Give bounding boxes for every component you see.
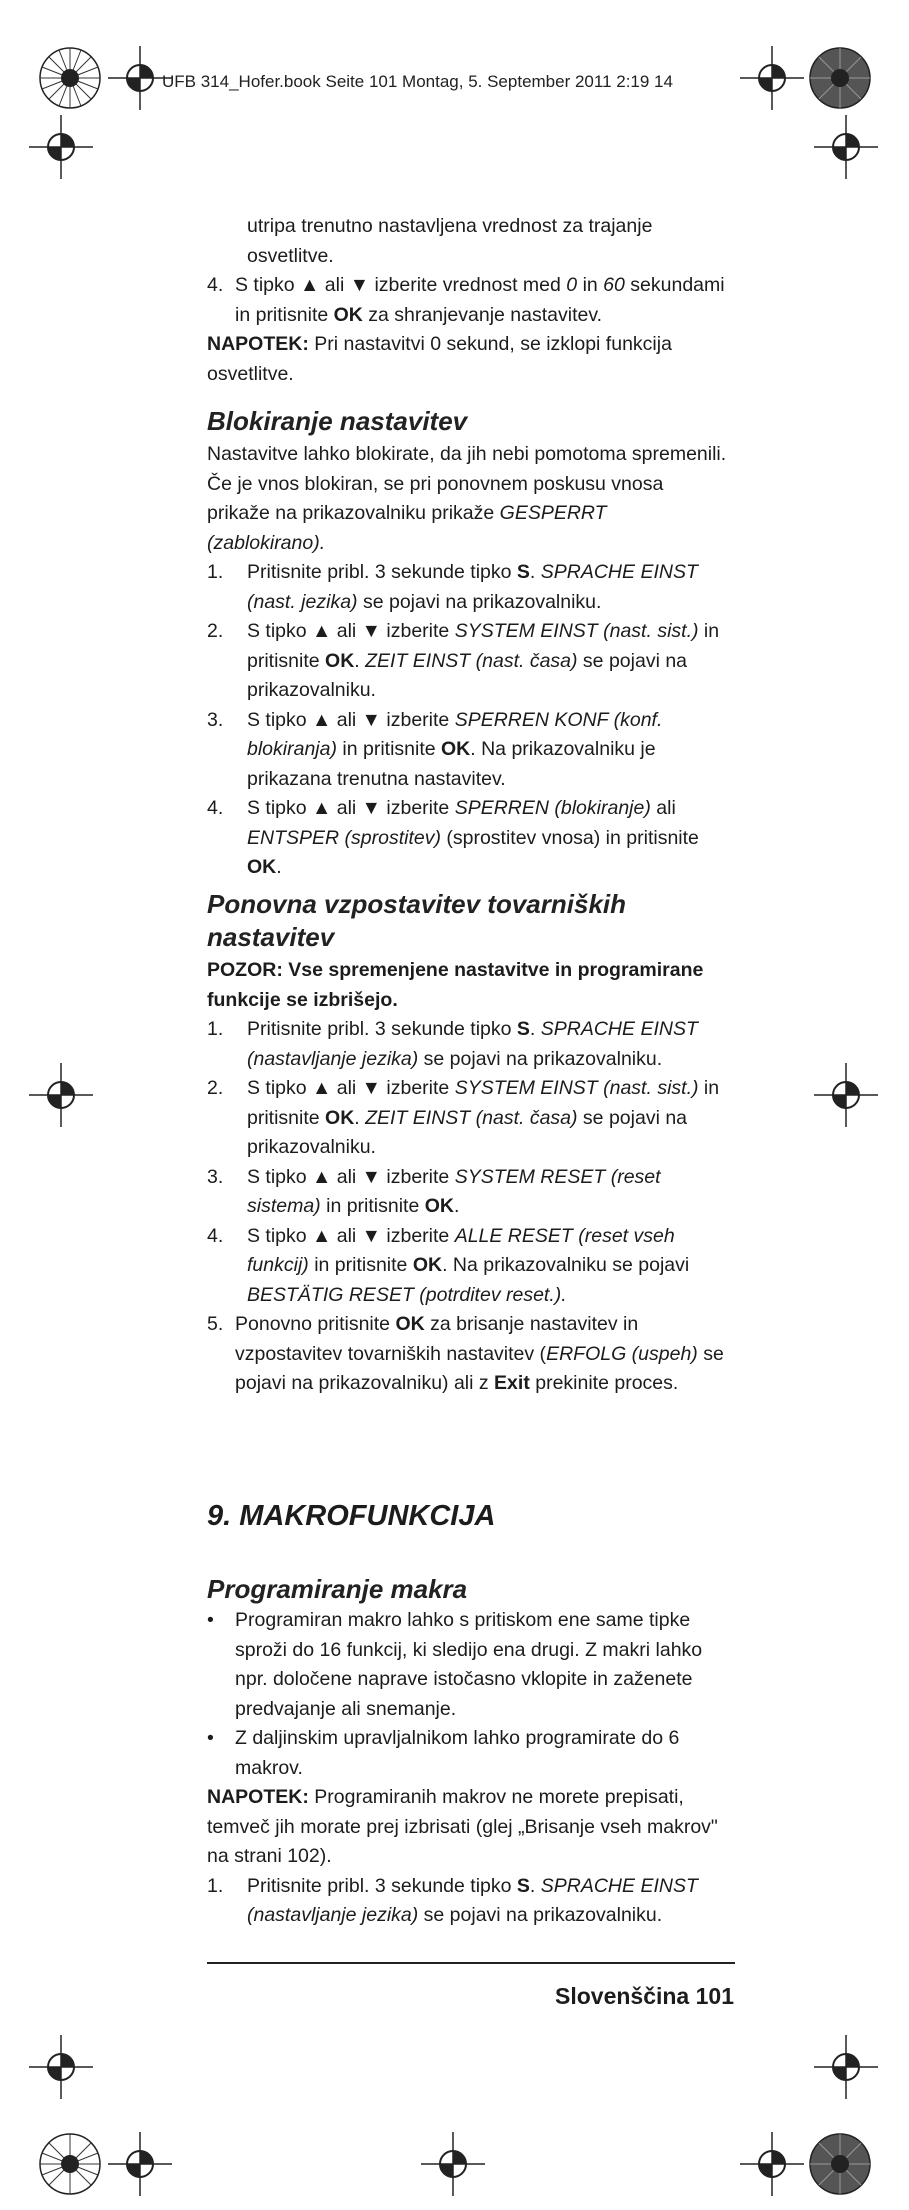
footer-rule: [207, 1962, 735, 1964]
registration-rosette-icon: [38, 46, 102, 110]
print-header: UFB 314_Hofer.book Seite 101 Montag, 5. September 2011 2:19 14: [162, 72, 673, 91]
crosshair-mark-icon: [814, 115, 878, 179]
warning: POZOR: Vse spremenjene nastavitve in programirane funkcije se izbrišejo.: [207, 959, 704, 1011]
registration-rosette-icon: [808, 2132, 872, 2196]
crosshair-mark-icon: [108, 46, 172, 110]
section-heading: Blokiranje nastavitev: [207, 406, 468, 436]
section-heading: Ponovna vzpostavitev tovarniških nastavitev: [207, 889, 627, 952]
ok-key: OK: [333, 303, 363, 326]
note: NAPOTEK: Pri nastavitvi 0 sekund, se izklopi funkcija osvetlitve.: [207, 333, 672, 385]
chapter-heading-block: [207, 1502, 727, 1532]
section-makro: [207, 1573, 727, 1931]
section-heading: Programiranje makra: [207, 1574, 468, 1604]
step-item: 5. Ponovno pritisnite OK za brisanje nastavitev in vzpostavitev tovarniških nastavitev (ERFOLG (uspeh) se pojavi na prikazovalniku) ali z Exit prekinite proces.: [207, 1313, 724, 1394]
step-item: 3. S tipko ▲ ali ▼ izberite SPERREN KONF (konf. blokiranja) in pritisnite OK. Na prikazovalniku je prikazana trenutna nastavitev.: [207, 708, 663, 790]
registration-rosette-icon: [38, 2132, 102, 2196]
step-item: 3. S tipko ▲ ali ▼ izberite SYSTEM RESET (reset sistema) in pritisnite OK.: [207, 1165, 661, 1217]
step-item: 1. Pritisnite pribl. 3 sekunde tipko S. SPRACHE EINST (nastavljanje jezika) se pojavi na prikazovalniku.: [207, 1874, 698, 1926]
crosshair-mark-icon: [740, 2132, 804, 2196]
step-number: 4.: [207, 274, 224, 296]
crosshair-mark-icon: [421, 2132, 485, 2196]
bullet-item: • Z daljinskim upravljalnikom lahko programirate do 6 makrov.: [207, 1727, 680, 1779]
registration-rosette-icon: [808, 46, 872, 110]
step-item: 4. S tipko ▲ ali ▼ izberite SPERREN (blokiranje) ali ENTSPER (sprostitev) (sprostitev vnosa) in pritisnite OK.: [207, 797, 699, 878]
step-item: 2. S tipko ▲ ali ▼ izberite SYSTEM EINST (nast. sist.) in pritisnite OK. ZEIT EINST (nast. časa) se pojavi na prikazovalniku.: [207, 1077, 720, 1158]
continued-text: utripa trenutno nastavljena vrednost za trajanje osvetlitve.: [247, 215, 653, 267]
crosshair-mark-icon: [814, 2035, 878, 2099]
crosshair-mark-icon: [814, 1063, 878, 1127]
crosshair-mark-icon: [29, 1063, 93, 1127]
bullet-item: • Programiran makro lahko s pritiskom ene same tipke sproži do 16 funkcij, ki sledijo ena drugi. Z makri lahko npr. določene naprave istočasno vklopite in zaženete predvajanje ali snemanje.: [207, 1609, 703, 1720]
crosshair-mark-icon: [29, 115, 93, 179]
paragraph: Nastavitve lahko blokirate, da jih nebi pomotoma spremenili. Če je vnos blokiran, se pri ponovnem poskusu vnosa prikaže na prikazovalniku prikaže GESPERRT (zablokirano).: [207, 443, 727, 554]
note: NAPOTEK: Programiranih makrov ne morete prepisati, temveč jih morate prej izbrisati (glej „Brisanje vseh makrov" na strani 102).: [207, 1786, 718, 1867]
step-item: 4. S tipko ▲ ali ▼ izberite ALLE RESET (reset vseh funkcij) in pritisnite OK. Na prikazovalniku se pojavi BESTÄTIG RESET (potrditev reset.).: [207, 1224, 690, 1306]
crosshair-mark-icon: [108, 2132, 172, 2196]
step-item: 1. Pritisnite pribl. 3 sekunde tipko S. SPRACHE EINST (nast. jezika) se pojavi na prikazovalniku.: [207, 561, 698, 613]
down-arrow-icon: ▼: [349, 274, 370, 296]
crosshair-mark-icon: [29, 2035, 93, 2099]
step-item: 1. Pritisnite pribl. 3 sekunde tipko S. SPRACHE EINST (nastavljanje jezika) se pojavi na prikazovalniku.: [207, 1018, 698, 1070]
page-footer: Slovenščina 101: [555, 1983, 734, 2009]
text-block-backlight: [207, 212, 727, 389]
up-arrow-icon: ▲: [300, 274, 320, 296]
step-item: 4. S tipko ▲ ali ▼ izberite vrednost med 0 in 60 sekundami in pritisnite OK za shranjevanje nastavitev.: [207, 271, 727, 330]
step-item: 2. S tipko ▲ ali ▼ izberite SYSTEM EINST (nast. sist.) in pritisnite OK. ZEIT EINST (nast. časa) se pojavi na prikazovalniku.: [207, 620, 720, 701]
chapter-heading: 9. MAKROFUNKCIJA: [207, 1500, 496, 1532]
crosshair-mark-icon: [740, 46, 804, 110]
section-blokiranje: [207, 405, 727, 883]
section-ponovna: [207, 888, 727, 1399]
